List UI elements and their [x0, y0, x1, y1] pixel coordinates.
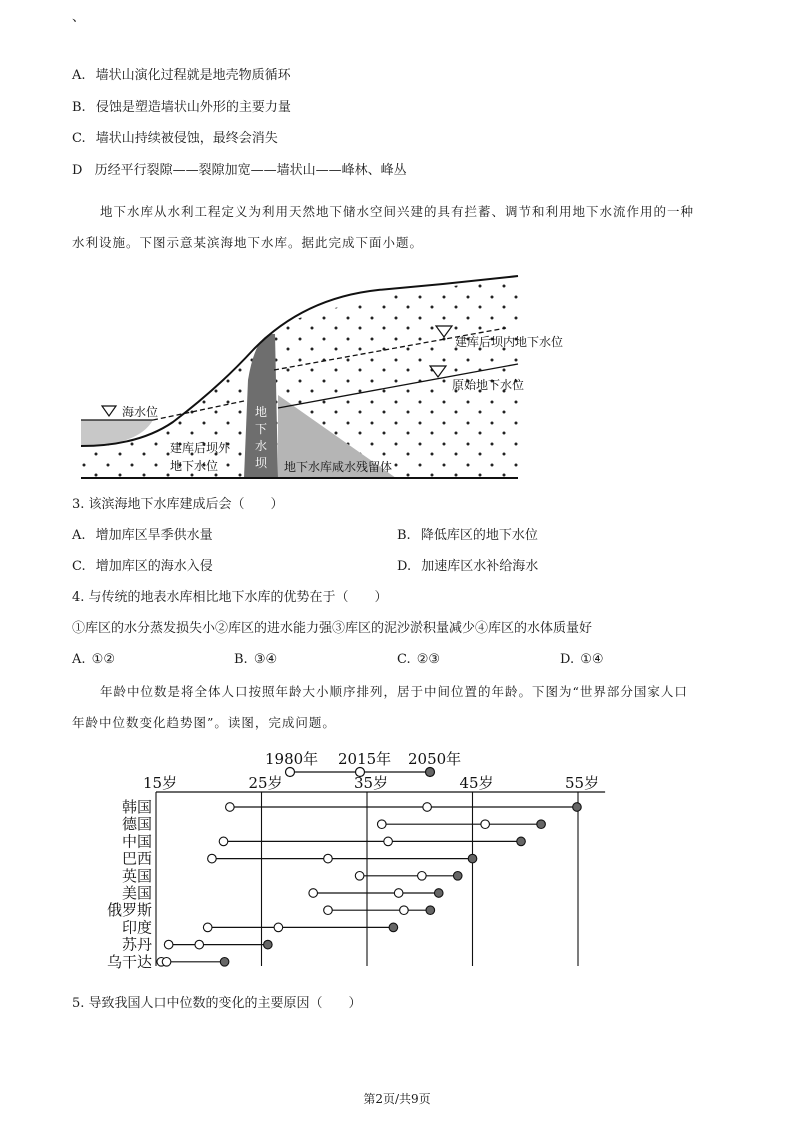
point-2050 — [517, 837, 526, 846]
option-label: C. — [72, 559, 86, 574]
point-2015 — [162, 958, 171, 967]
option-text: ②③ — [416, 652, 441, 667]
point-2050 — [453, 872, 462, 881]
page-footer: 第2页/共9页 — [363, 1092, 431, 1106]
q3-option-b — [397, 528, 538, 544]
point-1980 — [219, 837, 228, 846]
groundwater-reservoir-diagram — [78, 270, 564, 484]
saltwater-residual-label: 地下水库咸水残留体 — [284, 460, 393, 474]
option-label: C. — [397, 652, 411, 667]
original-water-level-label: 原始地下水位 — [452, 378, 525, 392]
q4-stem: 4. 与传统的地表水库相比地下水库的优势在于（ ） — [72, 590, 388, 605]
option-text: 墙状山持续被侵蚀，最终会消失 — [95, 131, 278, 146]
dam-label-char: 下 — [255, 422, 268, 436]
tick-label: 15岁 — [143, 774, 178, 792]
point-1980 — [324, 906, 333, 915]
prev-option-b — [72, 100, 291, 116]
point-1980 — [208, 854, 217, 863]
option-label: D. — [397, 559, 412, 574]
country-label: 巴西 — [121, 849, 152, 868]
option-label: B. — [72, 100, 86, 115]
country-label: 印度 — [121, 918, 152, 937]
intro-median-age-line2: 年龄中位数变化趋势图”。读图，完成问题。 — [72, 715, 336, 730]
legend-marker-1980 — [286, 768, 295, 777]
q4-items: ①库区的水分蒸发损失小②库区的进水能力强③库区的泥沙淤积量减少④库区的水体质量好 — [72, 621, 593, 636]
legend-label-1980: 1980年 — [265, 750, 319, 768]
q5-stem: 5. 导致我国人口中位数的变化的主要原因（ ） — [72, 996, 362, 1011]
option-label: B. — [234, 652, 248, 667]
point-2050 — [537, 820, 546, 829]
dam-label-char: 坝 — [255, 456, 268, 470]
option-text: 增加库区的海水入侵 — [95, 559, 213, 574]
option-label: A. — [72, 652, 86, 667]
point-2050 — [389, 923, 398, 932]
point-2050 — [434, 889, 443, 898]
tick-label: 35岁 — [354, 774, 389, 792]
q4-option-d — [560, 652, 604, 668]
inner-water-level-label: 建库后坝内地下水位 — [455, 335, 564, 349]
point-2015 — [418, 872, 427, 881]
country-label: 俄罗斯 — [106, 901, 152, 920]
option-text: 降低库区的地下水位 — [420, 528, 538, 543]
point-2050 — [426, 906, 435, 915]
country-label: 英国 — [121, 866, 152, 885]
chart-legend — [265, 750, 461, 777]
option-label: A. — [72, 68, 86, 83]
point-2015 — [324, 854, 333, 863]
sea-level-marker-icon — [102, 406, 116, 416]
legend-marker-2050 — [426, 768, 435, 777]
legend-label-2015: 2015年 — [338, 750, 392, 768]
point-2050 — [220, 958, 229, 967]
point-1980 — [226, 803, 235, 812]
country-label: 苏丹 — [121, 935, 152, 954]
point-1980 — [309, 889, 318, 898]
tick-label: 45岁 — [459, 774, 494, 792]
option-text: 墙状山演化过程就是地壳物质循环 — [95, 68, 291, 83]
option-text: ①② — [91, 652, 115, 667]
point-1980 — [377, 820, 386, 829]
point-2015 — [274, 923, 283, 932]
outer-water-level-label-1: 建库后坝外 — [170, 441, 231, 455]
stray-mark: 、 — [72, 10, 86, 25]
point-2050 — [573, 803, 582, 812]
option-text: 增加库区旱季供水量 — [95, 528, 213, 543]
prev-option-c — [72, 131, 278, 147]
prev-option-a — [72, 68, 291, 84]
point-2015 — [384, 837, 393, 846]
tick-label: 55岁 — [565, 774, 600, 792]
point-2050 — [468, 854, 477, 863]
intro-median-age-line1: 年龄中位数是将全体人口按照年龄大小顺序排列，居于中间位置的年龄。下图为“世界部分国家人口 — [100, 684, 688, 699]
country-label: 韩国 — [121, 798, 152, 816]
dam-label-char: 地 — [255, 405, 268, 419]
option-label: A. — [72, 528, 86, 543]
legend-label-2050: 2050年 — [408, 750, 462, 768]
option-label: B. — [397, 528, 411, 543]
option-text: 侵蚀是塑造墙状山外形的主要力量 — [95, 100, 291, 115]
point-1980 — [164, 940, 173, 949]
point-1980 — [355, 872, 364, 881]
country-label: 乌干达 — [106, 952, 152, 971]
point-1980 — [203, 923, 212, 932]
q4-option-a — [72, 652, 115, 668]
dam-label-char: 水 — [255, 439, 268, 453]
q4-option-c — [397, 652, 440, 668]
median-age-chart — [100, 742, 600, 970]
option-text: 加速库区水补给海水 — [421, 559, 539, 574]
option-text: ①④ — [580, 652, 604, 667]
option-label: D — [72, 163, 83, 178]
point-2050 — [264, 940, 273, 949]
q3-option-d — [397, 559, 538, 575]
country-label: 德国 — [121, 815, 152, 834]
tick-label: 25岁 — [248, 774, 283, 792]
option-text: ③④ — [253, 652, 278, 667]
prev-option-d — [72, 163, 407, 179]
country-label: 美国 — [121, 884, 152, 902]
option-text: 历经平行裂隙——裂隙加宽——墙状山——峰林、峰丛 — [94, 163, 407, 178]
point-2015 — [195, 940, 204, 949]
q3-option-c — [72, 559, 213, 575]
country-label: 中国 — [121, 832, 152, 851]
q3-option-a — [72, 528, 213, 544]
outer-water-level-label-2: 地下水位 — [170, 459, 219, 473]
point-2015 — [400, 906, 409, 915]
option-label: C. — [72, 131, 86, 146]
intro-groundwater-line1: 地下水库从水利工程定义为利用天然地下储水空间兴建的具有拦蓄、调节和利用地下水流作用的一种 — [100, 204, 695, 219]
point-2015 — [481, 820, 490, 829]
point-2015 — [423, 803, 432, 812]
chart-plot-area — [107, 774, 605, 971]
intro-groundwater-line2: 水利设施。下图示意某滨海地下水库。据此完成下面小题。 — [72, 235, 424, 250]
q4-option-b — [234, 652, 277, 668]
sea-level-label: 海水位 — [122, 405, 159, 419]
q3-stem: 3. 该滨海地下水库建成后会（ ） — [72, 497, 284, 512]
point-2015 — [394, 889, 403, 898]
option-label: D. — [560, 652, 575, 667]
